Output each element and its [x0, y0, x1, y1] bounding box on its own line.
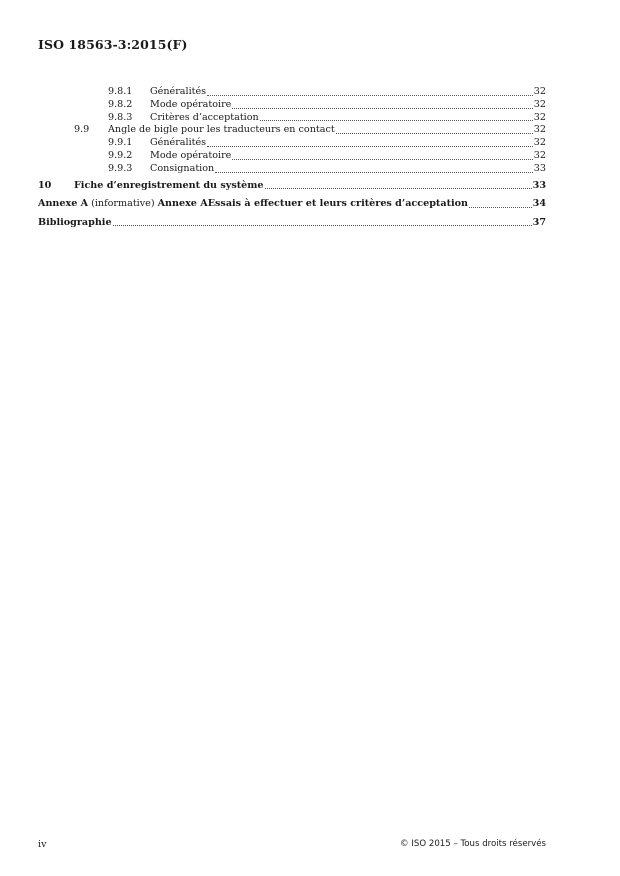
- toc-entry-page: 33: [532, 179, 546, 191]
- dot-leader: [215, 171, 533, 173]
- toc-entry-title: Angle de bigle pour les traducteurs en contact: [108, 124, 335, 136]
- toc-entry[interactable]: [38, 150, 546, 163]
- toc-entry[interactable]: [38, 112, 546, 125]
- document-id: ISO 18563-3:2015(F): [38, 37, 188, 52]
- dot-leader: [207, 145, 533, 147]
- toc-entry-number: 9.9: [74, 124, 90, 136]
- dot-leader: [232, 107, 532, 109]
- table-of-contents: [38, 86, 546, 229]
- toc-entry-title: Mode opératoire: [150, 98, 232, 110]
- toc-entry-title: Mode opératoire: [150, 149, 232, 161]
- toc-entry-page: 37: [532, 216, 546, 228]
- toc-entry[interactable]: [38, 99, 546, 112]
- toc-entry[interactable]: [38, 197, 546, 211]
- toc-entry-page: 32: [533, 149, 546, 161]
- toc-entry[interactable]: [38, 179, 546, 193]
- toc-entry[interactable]: [38, 86, 546, 99]
- toc-entry-title: Bibliographie: [38, 216, 112, 228]
- toc-entry-title: Généralités: [150, 137, 207, 149]
- toc-entry-page: 32: [533, 86, 546, 97]
- toc-entry-number: 9.8.3: [108, 111, 133, 123]
- toc-entry[interactable]: [38, 163, 546, 176]
- copyright-notice: © ISO 2015 – Tous droits réservés: [400, 839, 546, 849]
- toc-entry-number: 9.8.2: [108, 98, 133, 110]
- toc-entry-page: 32: [533, 124, 546, 136]
- dot-leader: [207, 94, 533, 96]
- toc-entry-number: 9.9.1: [108, 137, 133, 149]
- toc-entry-number: 9.9.3: [108, 162, 133, 174]
- dot-leader: [260, 119, 533, 121]
- toc-entry[interactable]: [38, 124, 546, 137]
- dot-leader: [113, 224, 532, 226]
- dot-leader: [469, 206, 532, 208]
- toc-entry[interactable]: [38, 216, 546, 230]
- toc-entry-page: 34: [532, 198, 546, 210]
- dot-leader: [232, 158, 532, 160]
- toc-entry-page: 32: [533, 111, 546, 123]
- toc-entry-title: Critères d’acceptation: [150, 111, 259, 123]
- dot-leader: [265, 187, 532, 189]
- toc-entry-number: 9.8.1: [108, 86, 133, 97]
- toc-entry-page: 33: [533, 162, 546, 174]
- dot-leader: [336, 132, 533, 134]
- toc-entry-page: 32: [533, 137, 546, 149]
- toc-entry-number: 9.9.2: [108, 149, 133, 161]
- toc-entry-number: 10: [38, 179, 52, 191]
- toc-entry-title: Fiche d’enregistrement du système: [74, 179, 264, 191]
- toc-entry-qualifier: (informative): [91, 198, 155, 210]
- toc-entry-number: Annexe A: [38, 198, 89, 210]
- toc-entry-page: 32: [533, 98, 546, 110]
- toc-entry-title: Annexe AEssais à effectuer et leurs critères d’acceptation: [157, 198, 469, 210]
- toc-entry-title: Généralités: [150, 86, 207, 97]
- page-number: iv: [38, 839, 47, 850]
- toc-entry-title: Consignation: [150, 162, 215, 174]
- toc-entry[interactable]: [38, 137, 546, 150]
